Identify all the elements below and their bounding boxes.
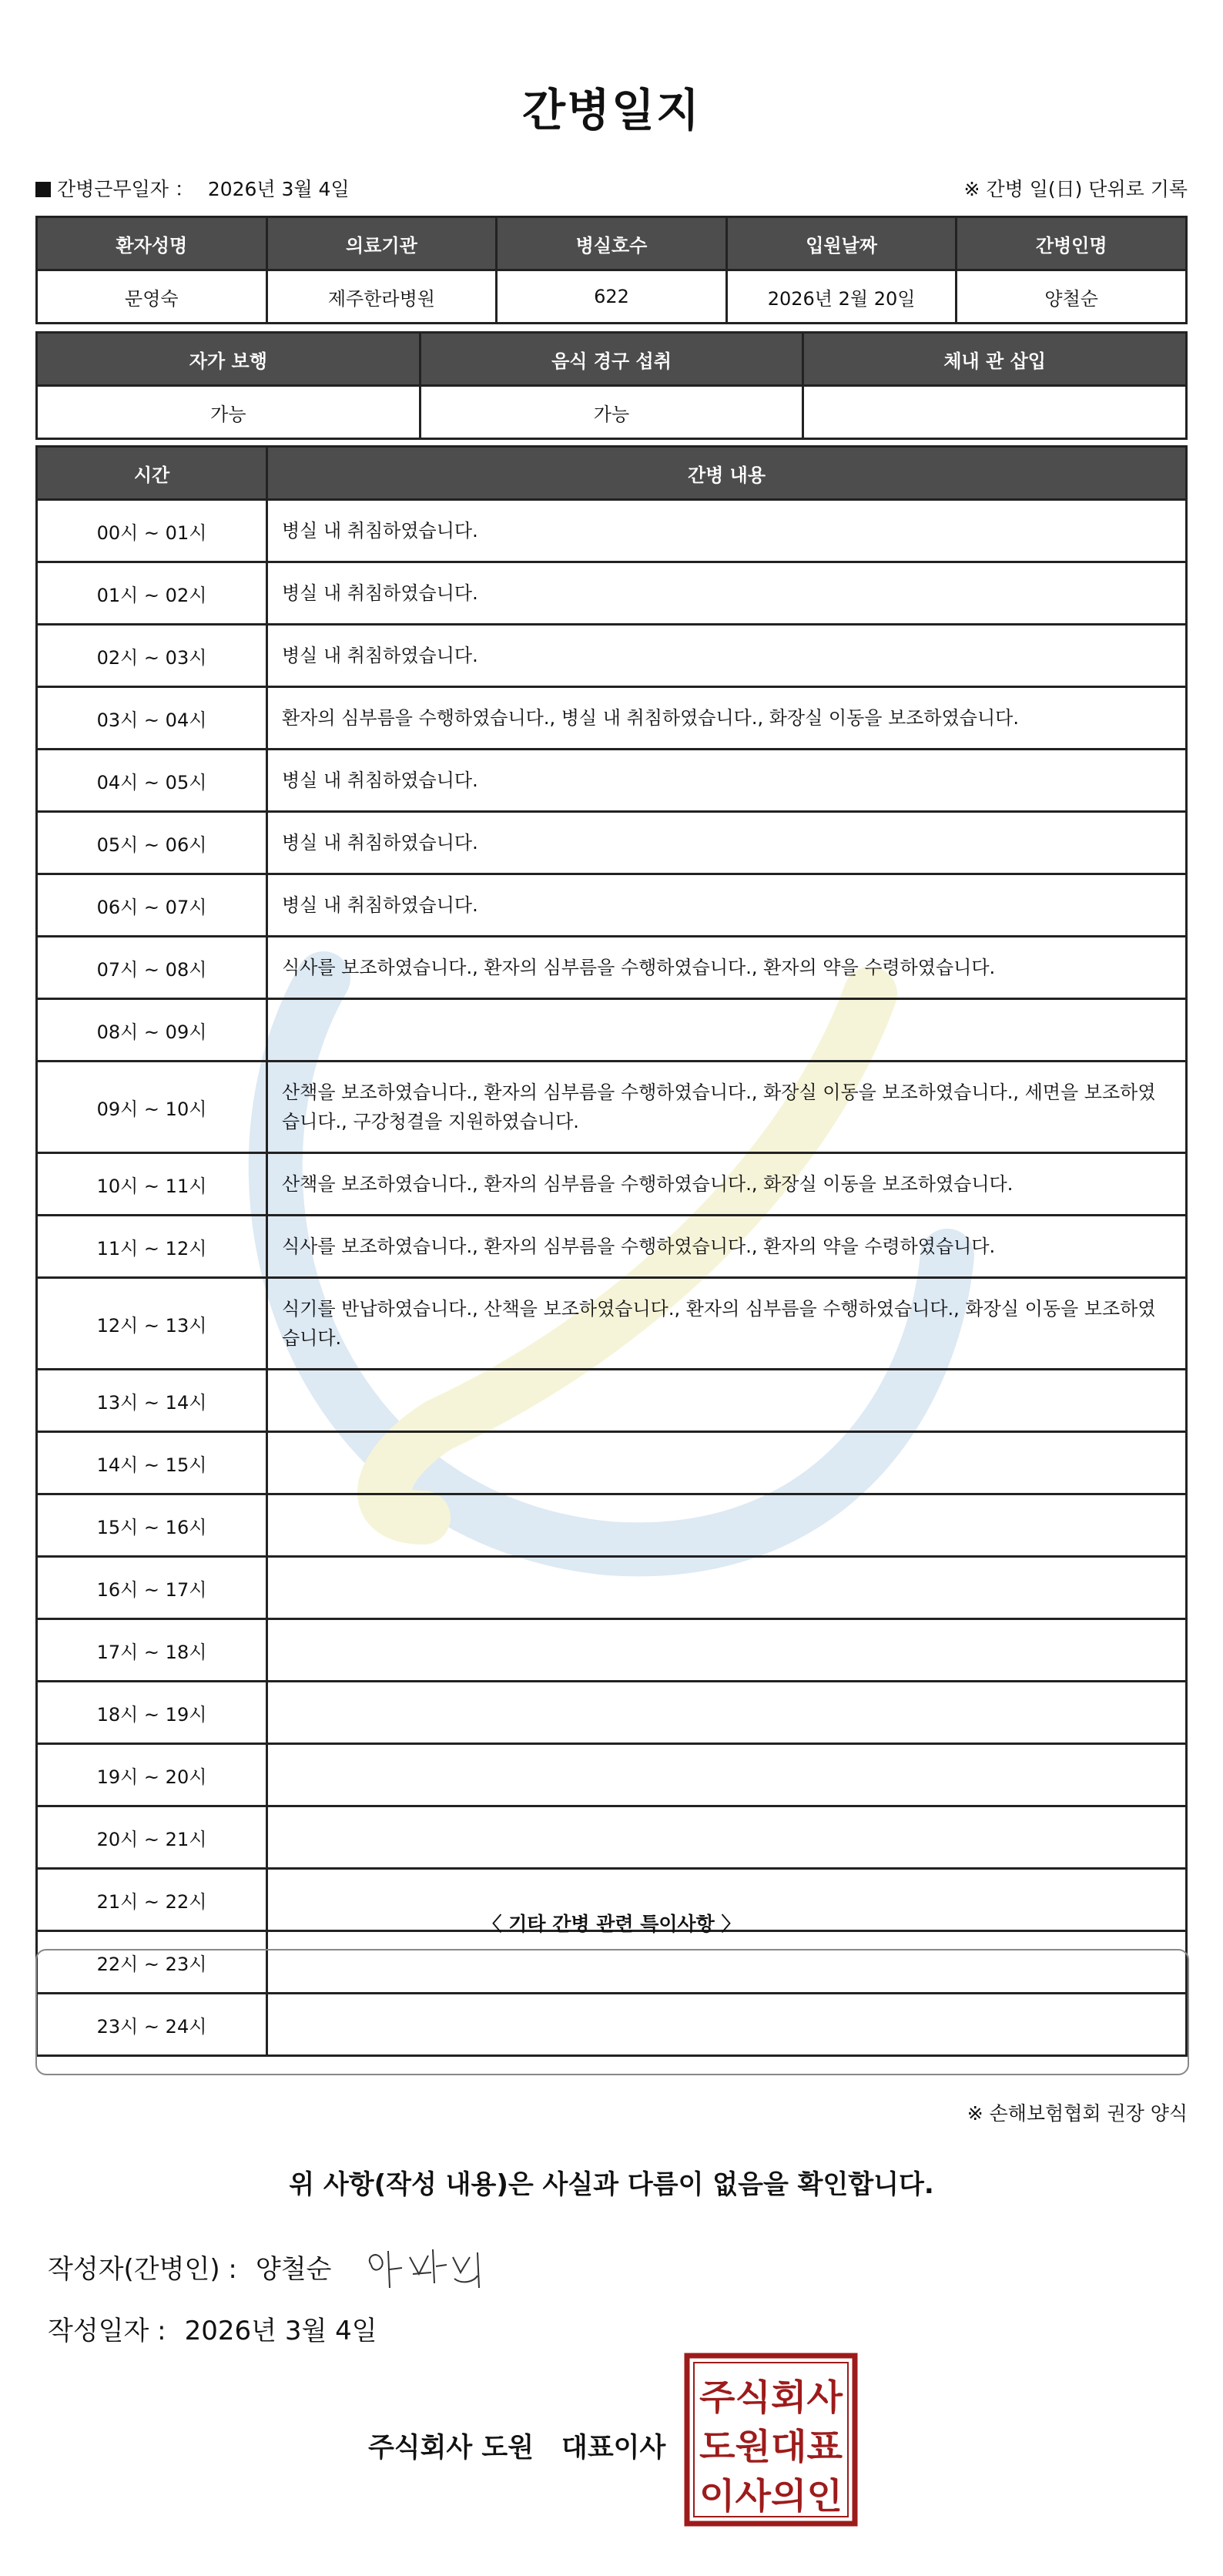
date-line — [48, 2309, 377, 2347]
time-cell: 12시 ~ 13시 — [37, 1278, 267, 1370]
time-cell: 09시 ~ 10시 — [37, 1062, 267, 1153]
care-note-cell: 병실 내 취침하였습니다. — [267, 874, 1187, 937]
source-note: ※ 손해보험협회 권장 양식 — [967, 2102, 1188, 2125]
table-row — [37, 750, 1187, 812]
info-row — [35, 174, 1188, 202]
table-row — [37, 562, 1187, 625]
time-cell: 17시 ~ 18시 — [37, 1619, 267, 1682]
company-line — [368, 2427, 665, 2465]
care-note-cell: 병실 내 취침하였습니다. — [267, 562, 1187, 625]
extra-notes-box — [35, 1949, 1189, 2075]
table-row — [37, 999, 1187, 1062]
company-seal-stamp — [684, 2353, 858, 2527]
svg-text:이사의인: 이사의인 — [699, 2475, 843, 2517]
time-cell: 14시 ~ 15시 — [37, 1432, 267, 1494]
table-row — [37, 500, 1187, 562]
header-oral-intake: 음식 경구 섭취 — [420, 333, 803, 386]
writer-name: 양철순 — [255, 2254, 332, 2285]
time-cell: 23시 ~ 24시 — [37, 1994, 267, 2056]
time-cell: 19시 ~ 20시 — [37, 1744, 267, 1806]
time-cell: 18시 ~ 19시 — [37, 1682, 267, 1744]
table-row — [37, 1557, 1187, 1619]
table-row — [37, 1744, 1187, 1806]
date-label: 작성일자 : — [48, 2316, 166, 2346]
time-cell: 04시 ~ 05시 — [37, 750, 267, 812]
company-name: 주식회사 도원 — [368, 2433, 534, 2464]
care-note-cell — [267, 1432, 1187, 1494]
time-cell: 02시 ~ 03시 — [37, 625, 267, 687]
work-date-value: 2026년 3월 4일 — [207, 178, 350, 200]
svg-text:주식회사: 주식회사 — [699, 2376, 843, 2418]
time-cell: 16시 ~ 17시 — [37, 1557, 267, 1619]
square-bullet-icon — [35, 182, 51, 197]
date-value: 2026년 3월 4일 — [184, 2316, 377, 2346]
page-title: 간병일지 — [521, 84, 702, 136]
table-row — [37, 687, 1187, 750]
table-row — [37, 625, 1187, 687]
care-note-cell — [267, 1619, 1187, 1682]
care-note-cell — [267, 1806, 1187, 1869]
header-admission-date: 입원날짜 — [726, 217, 957, 270]
work-date-label: 간병근무일자 ： — [57, 178, 194, 200]
care-log-header-row — [37, 447, 1187, 500]
handwritten-signature — [362, 2234, 501, 2303]
table-row — [37, 874, 1187, 937]
care-note-cell — [267, 1557, 1187, 1619]
time-cell: 11시 ~ 12시 — [37, 1216, 267, 1278]
patient-status-table — [35, 331, 1188, 440]
status-value-row — [37, 386, 1187, 439]
care-note-cell — [267, 1682, 1187, 1744]
time-cell: 03시 ~ 04시 — [37, 687, 267, 750]
care-note-cell: 병실 내 취침하였습니다. — [267, 750, 1187, 812]
header-room-number: 병실호수 — [497, 217, 727, 270]
table-row — [37, 937, 1187, 999]
care-note-cell: 산책을 보조하였습니다., 환자의 심부름을 수행하였습니다., 화장실 이동을 보조하였습니다. — [267, 1153, 1187, 1216]
patient-info-table — [35, 216, 1188, 324]
time-cell: 07시 ~ 08시 — [37, 937, 267, 999]
time-cell: 08시 ~ 09시 — [37, 999, 267, 1062]
time-cell: 13시 ~ 14시 — [37, 1370, 267, 1432]
writer-label: 작성자(간병인) : — [48, 2254, 237, 2285]
header-self-walking: 자가 보행 — [37, 333, 421, 386]
time-cell: 20시 ~ 21시 — [37, 1806, 267, 1869]
writer-line — [48, 2248, 331, 2286]
patient-name: 문영숙 — [37, 270, 267, 324]
table-row — [37, 1278, 1187, 1370]
table-row — [37, 1062, 1187, 1153]
care-note-cell — [267, 1494, 1187, 1557]
unit-note: ※ 간병 일(日) 단위로 기록 — [963, 178, 1188, 200]
tube-insertion-value — [803, 386, 1187, 439]
time-cell: 22시 ~ 23시 — [37, 1931, 267, 1994]
header-care-content: 간병 내용 — [267, 447, 1187, 500]
table-row — [37, 1216, 1187, 1278]
time-cell: 15시 ~ 16시 — [37, 1494, 267, 1557]
care-note-cell: 식사를 보조하였습니다., 환자의 심부름을 수행하였습니다., 환자의 약을 수령하였습니다. — [267, 1216, 1187, 1278]
admission-date: 2026년 2월 20일 — [726, 270, 957, 324]
status-header-row — [37, 333, 1187, 386]
time-cell: 05시 ~ 06시 — [37, 812, 267, 874]
table-row — [37, 1494, 1187, 1557]
extra-notes-title: 〈 기타 간병 관련 특이사항 〉 — [482, 1913, 741, 1935]
care-note-cell — [267, 1744, 1187, 1806]
table-row — [37, 1153, 1187, 1216]
header-patient-name: 환자성명 — [37, 217, 267, 270]
table-row — [37, 812, 1187, 874]
room-number: 622 — [497, 270, 727, 324]
self-walking-value: 가능 — [37, 386, 421, 439]
care-note-cell: 식기를 반납하였습니다., 산책을 보조하였습니다., 환자의 심부름을 수행하였습니다., 화장실 이동을 보조하였습니다. — [267, 1278, 1187, 1370]
care-note-cell — [267, 999, 1187, 1062]
work-date-info — [35, 174, 350, 202]
hospital-name: 제주한라병원 — [266, 270, 497, 324]
table-row — [37, 1619, 1187, 1682]
time-cell: 01시 ~ 02시 — [37, 562, 267, 625]
caregiver-name: 양철순 — [957, 270, 1187, 324]
ceo-title: 대표이사 — [561, 2433, 666, 2464]
table-row — [37, 1432, 1187, 1494]
header-caregiver-name: 간병인명 — [957, 217, 1187, 270]
svg-text:도원대표: 도원대표 — [699, 2426, 843, 2467]
care-note-cell: 식사를 보조하였습니다., 환자의 심부름을 수행하였습니다., 환자의 약을 수령하였습니다. — [267, 937, 1187, 999]
oral-intake-value: 가능 — [420, 386, 803, 439]
care-note-cell: 병실 내 취침하였습니다. — [267, 812, 1187, 874]
header-hospital: 의료기관 — [266, 217, 497, 270]
patient-header-row — [37, 217, 1187, 270]
confirmation-statement: 위 사항(작성 내용)은 사실과 다름이 없음을 확인합니다. — [289, 2169, 934, 2200]
care-note-cell: 병실 내 취침하였습니다. — [267, 500, 1187, 562]
care-note-cell — [267, 1370, 1187, 1432]
care-log-table — [35, 445, 1188, 2057]
time-cell: 00시 ~ 01시 — [37, 500, 267, 562]
patient-value-row — [37, 270, 1187, 324]
time-cell: 21시 ~ 22시 — [37, 1869, 267, 1931]
table-row — [37, 1370, 1187, 1432]
time-cell: 10시 ~ 11시 — [37, 1153, 267, 1216]
table-row — [37, 1806, 1187, 1869]
header-tube-insertion: 체내 관 삽입 — [803, 333, 1187, 386]
care-note-cell: 환자의 심부름을 수행하였습니다., 병실 내 취침하였습니다., 화장실 이동을 보조하였습니다. — [267, 687, 1187, 750]
care-note-cell: 병실 내 취침하였습니다. — [267, 625, 1187, 687]
table-row — [37, 1682, 1187, 1744]
header-time: 시간 — [37, 447, 267, 500]
time-cell: 06시 ~ 07시 — [37, 874, 267, 937]
care-note-cell: 산책을 보조하였습니다., 환자의 심부름을 수행하였습니다., 화장실 이동을 보조하였습니다., 세면을 보조하였습니다., 구강청결을 지원하였습니다. — [267, 1062, 1187, 1153]
